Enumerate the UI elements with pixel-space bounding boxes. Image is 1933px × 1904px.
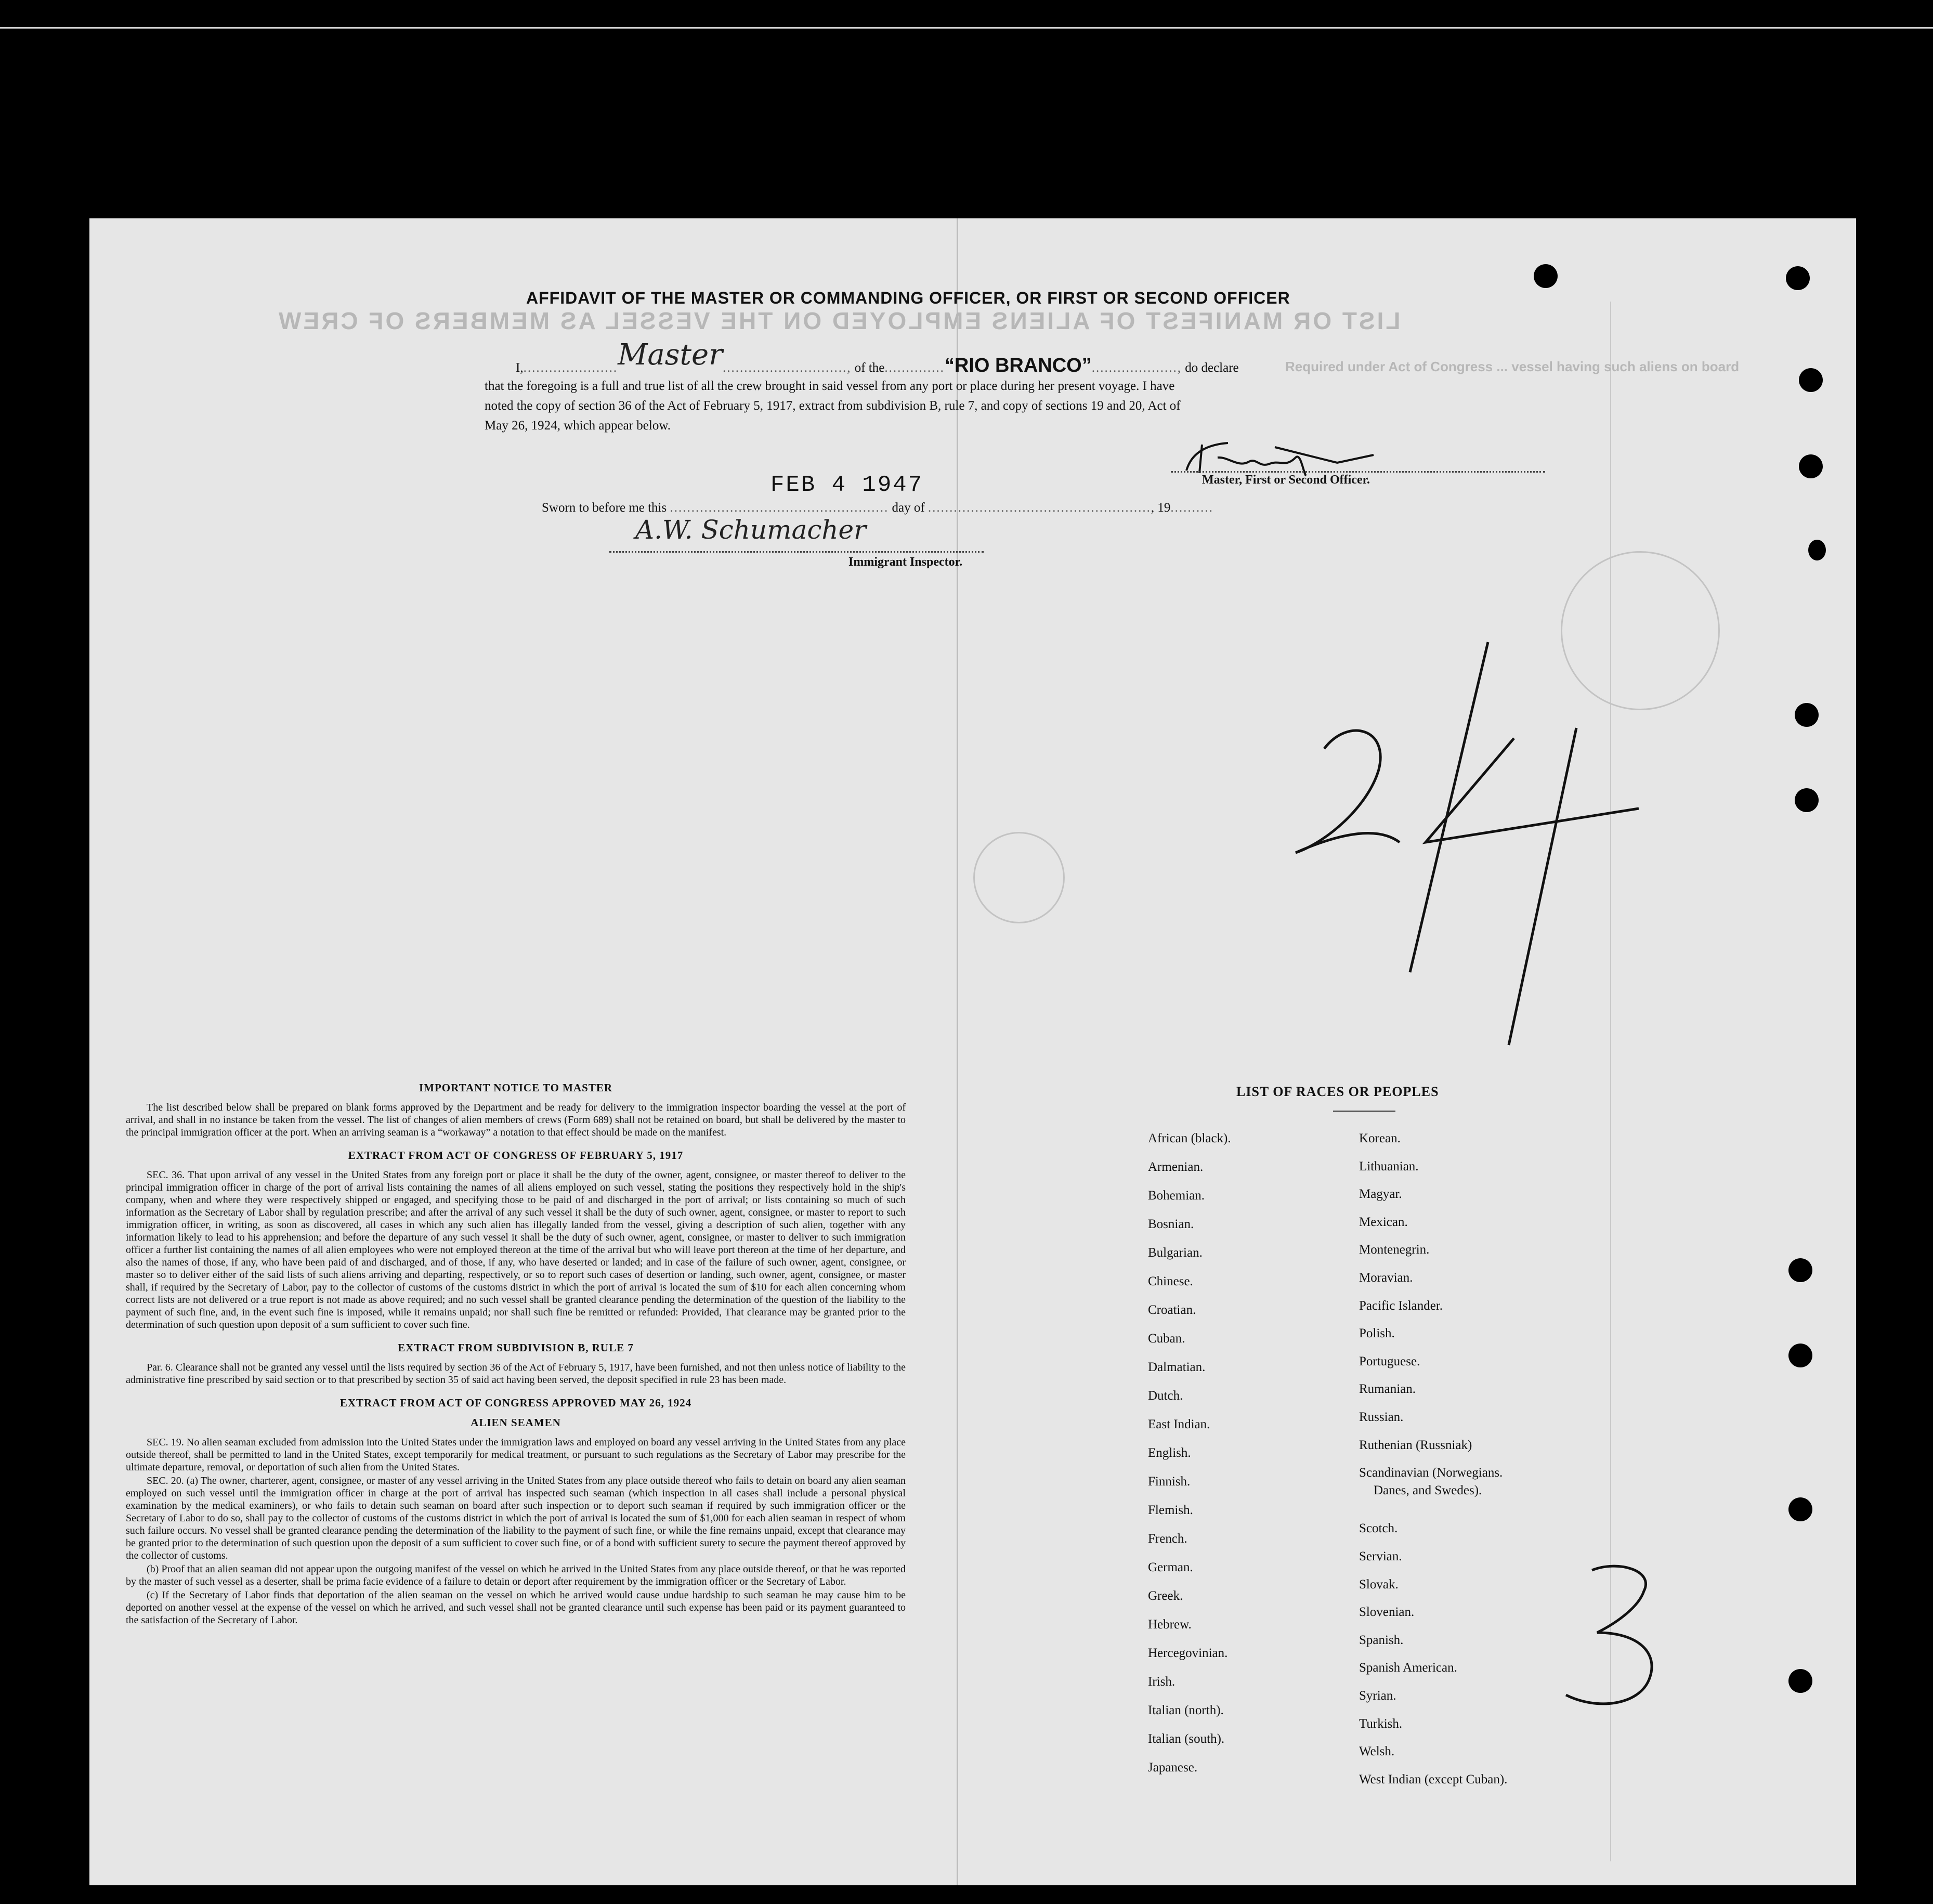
- race-item: Magyar.: [1359, 1187, 1402, 1202]
- sec-36-text: SEC. 36. That upon arrival of any vessel in the United States from any foreign port or place it shall be the duty of the owner, agent, consignee, or master thereof to deliver to the principal immigration officer in charge of the port of arrival lists containing the names of all aliens employed on such vessel, stating the positions they respectively hold in the ship's company, when and where they were respectively shipped or engaged, and specifying those to be paid of and discharged in the port of arrival; or lists containing so much of such information as the Secretary of Labor shall by regulation prescribe; and after the arrival of any such vessel it shall be the duty of such owner, agent, consignee, or master to report to such immigration officer, in writing, as soon as discovered, all cases in which any such alien has illegally landed from the vessel, giving a description of such alien, together with any information likely to lead to his apprehension; and before the departure of any such vessel it shall be the duty of such owner, agent, consignee, or master to deliver to such immigration officer a further list containing the names of all alien employees who were not employed thereon at the time of the arrival but who will leave port thereon at the time of her departure, and also the names of those, if any, who have been paid of and discharged, and of those, if any, who have deserted or landed; and in case of the failure of such owner, agent, consignee, or master so to deliver either of the said lists of such aliens arriving and departing, respectively, or so to report such cases of desertion or landing, such owner, agent, consignee, or master shall, if required by the Secretary of Labor, pay to the collector of customs of the customs district in which the port of arrival is located the sum of $10 for each alien concerning whom correct lists are not delivered or a true report is not made as above required; and no such vessel shall be granted clearance pending the determination of the question of the liability to the payment of such fine, and, in the event such fine is imposed, while it remains unpaid; nor shall such fine be remitted or refunded: Provided, That clearance may be granted prior to the determination of such question upon deposit of a sum sufficient to cover such fine.: [126, 1169, 906, 1331]
- document-sheet: [89, 218, 1856, 1885]
- punch-hole: [1808, 540, 1826, 560]
- race-item: Italian (north).: [1148, 1703, 1224, 1717]
- race-item: Moravian.: [1359, 1271, 1413, 1285]
- sworn-line: Sworn to before me this ................................................... day of ...................................................., 19..........: [542, 501, 1213, 515]
- race-item: Hercegovinian.: [1148, 1646, 1228, 1660]
- race-item: Pacific Islander.: [1359, 1298, 1443, 1313]
- bleed-through-subheader: Required under Act of Congress ... vessel having such aliens on board: [1285, 359, 1740, 374]
- race-item: Danes, and Swedes).: [1374, 1483, 1482, 1498]
- punch-hole: [1788, 1669, 1812, 1693]
- notice-section: [126, 1071, 906, 1627]
- race-item: French.: [1148, 1532, 1187, 1546]
- of-the-label: of the: [854, 361, 885, 375]
- race-item: Armenian.: [1148, 1160, 1204, 1174]
- date-stamp: FEB 4 1947: [770, 472, 924, 498]
- punch-hole: [1786, 266, 1810, 290]
- race-item: Croatian.: [1148, 1303, 1196, 1317]
- inspector-caption: Immigrant Inspector.: [848, 555, 963, 569]
- race-item: Bohemian.: [1148, 1189, 1205, 1203]
- race-item: Slovenian.: [1359, 1605, 1415, 1620]
- i-prefix: I,: [516, 361, 524, 375]
- race-item: Flemish.: [1148, 1503, 1193, 1517]
- do-declare-label: do declare: [1185, 361, 1239, 375]
- race-item: Ruthenian (Russniak): [1359, 1438, 1472, 1452]
- race-item: Cuban.: [1148, 1332, 1185, 1346]
- scanner-top-line: [0, 27, 1933, 29]
- race-item: Finnish.: [1148, 1475, 1191, 1489]
- race-item: Dalmatian.: [1148, 1360, 1206, 1374]
- race-item: West Indian (except Cuban).: [1359, 1772, 1508, 1786]
- affidavit-line-1: I,......................Master............................., of the..............“RIO BRANCO”...................., do declare: [516, 338, 1239, 376]
- sec-20a-text: SEC. 20. (a) The owner, charterer, agent, consignee, or master of any vessel arriving in the United States from any place outside thereof who fails to detain on board any alien seaman employed on such vessel until the immigration officer in charge at the port of arrival has inspected such seaman (which inspection in all cases shall include a personal physical examination by the medical examiners), or who fails to detain such seaman on board after such inspection or to deport such seaman if required by such immigration officer or the Secretary of Labor to do so, shall pay to the collector of customs of the customs district in which the port of arrival is located the sum of $1,000 for each alien seaman in respect of whom such failure occurs. No vessel shall be granted clearance pending the determination of the liability to the payment of such fine, or while the fine remains unpaid, except that clearance may be granted prior to the determination of such question upon the deposit of a sum sufficient to cover such fine, or of a bond with sufficient surety to secure the payment thereof approved by the collector of customs.: [126, 1475, 906, 1561]
- extract-1917-heading: EXTRACT FROM ACT OF CONGRESS OF FEBRUARY 5, 1917: [348, 1149, 684, 1162]
- race-item: Mexican.: [1359, 1215, 1408, 1229]
- race-item: Syrian.: [1359, 1689, 1396, 1703]
- affidavit-body-2: noted the copy of section 36 of the Act of February 5, 1917, extract from subdivision B, rule 7, and copy of sections 19 and 20, Act of: [485, 399, 1181, 413]
- race-item: Bosnian.: [1148, 1217, 1194, 1231]
- signature-caption: Master, First or Second Officer.: [1202, 473, 1370, 487]
- race-item: Greek.: [1148, 1589, 1183, 1603]
- race-item: African (black).: [1148, 1131, 1231, 1145]
- punch-hole: [1795, 703, 1819, 727]
- sec-20b-text: (b) Proof that an alien seaman did not appear upon the outgoing manifest of the vessel on which he arrived in the United States from any place outside thereof, or that he was reported by the master of such vessel as a deserter, shall be prima facie evidence of a failure to detain or deport after requirement by the immigration officer or the Secretary of Labor.: [126, 1563, 906, 1587]
- side-number-handwritten: [1566, 1566, 1652, 1704]
- handwritten-numbers: [89, 218, 1856, 1885]
- extract-rule7-heading: EXTRACT FROM SUBDIVISION B, RULE 7: [398, 1341, 634, 1354]
- race-item: Montenegrin.: [1359, 1243, 1430, 1257]
- punch-hole: [1799, 368, 1823, 392]
- race-item: Welsh.: [1359, 1744, 1395, 1759]
- affidavit-body-1: that the foregoing is a full and true list of all the crew brought in said vessel from any port or place during her present voyage. I have: [485, 379, 1175, 393]
- bleed-through-header: LIST OR MANIFEST OF ALIENS EMPLOYED ON THE VESSEL AS MEMBERS OF CREW: [277, 307, 1401, 334]
- punch-hole: [1795, 788, 1819, 812]
- race-item: Portuguese.: [1359, 1354, 1420, 1368]
- race-item: Slovak.: [1359, 1577, 1399, 1592]
- race-item: Scotch.: [1359, 1521, 1398, 1536]
- race-item: Japanese.: [1148, 1760, 1198, 1775]
- race-item: German.: [1148, 1560, 1193, 1574]
- sec-20c-text: (c) If the Secretary of Labor finds that deportation of the alien seaman on the vessel on which he arrived would cause undue hardship to such seaman he may cause him to be deported on another vessel at the expense of the vessel on which he arrived, and such vessel shall not be granted clearance until such expense has been paid or its payment guaranteed to the satisfaction of the Secretary of Labor.: [126, 1589, 906, 1626]
- race-item: East Indian.: [1148, 1417, 1210, 1431]
- race-item: Scandinavian (Norwegians.: [1359, 1466, 1503, 1480]
- year-prefix: , 19: [1151, 501, 1171, 515]
- race-item: Rumanian.: [1359, 1382, 1416, 1397]
- race-item: Italian (south).: [1148, 1732, 1225, 1746]
- day-of-label: day of: [892, 501, 925, 515]
- master-name-field: Master: [618, 338, 723, 372]
- races-title-rule: [1333, 1111, 1395, 1112]
- race-item: Chinese.: [1148, 1274, 1193, 1288]
- race-item: Lithuanian.: [1359, 1159, 1419, 1173]
- par-6-text: Par. 6. Clearance shall not be granted any vessel until the lists required by section 36 of the Act of February 5, 1917, have been furnished, and not then unless notice of liability to the administrative fine prescribed by said section or to that prescribed by section 35 of said act having been served, the deposit specified in rule 23 has been made.: [126, 1362, 906, 1386]
- race-item: Russian.: [1359, 1410, 1404, 1424]
- sec-19-text: SEC. 19. No alien seaman excluded from admission into the United States under the immigration laws and employed on board any vessel arriving in the United States from any place outside thereof, shall be permitted to land in the United States, except temporarily for medical treatment, or pursuant to such regulations as the Secretary of Labor may prescribe for the ultimate departure, removal, or deportation of such alien from the United States.: [126, 1437, 906, 1473]
- notice-heading: IMPORTANT NOTICE TO MASTER: [419, 1081, 613, 1094]
- punch-hole: [1788, 1497, 1812, 1521]
- race-item: Korean.: [1359, 1131, 1401, 1145]
- notice-text: The list described below shall be prepared on blank forms approved by the Department and be ready for delivery to the immigration inspector boarding the vessel at the port of arrival, and shall in no instance be taken from the vessel. The list of changes of alien members of crews (Form 689) shall not be retained on board, but shall be delivered by the master to the principal immigration officer at the port. When an arriving seaman is a “workaway” a notation to that effect should be made on the manifest.: [126, 1102, 906, 1138]
- vessel-name: “RIO BRANCO”: [944, 355, 1092, 376]
- race-item: Dutch.: [1148, 1389, 1183, 1403]
- punch-hole: [1788, 1258, 1812, 1282]
- race-item: Servian.: [1359, 1549, 1402, 1563]
- race-item: Bulgarian.: [1148, 1246, 1203, 1260]
- punch-hole: [1799, 454, 1823, 478]
- punch-hole: [1788, 1344, 1812, 1367]
- race-item: Irish.: [1148, 1675, 1176, 1689]
- races-title: LIST OF RACES OR PEOPLES: [1236, 1084, 1439, 1099]
- race-item: Hebrew.: [1148, 1618, 1192, 1632]
- race-item: Polish.: [1359, 1326, 1395, 1341]
- extract-1924-heading: EXTRACT FROM ACT OF CONGRESS APPROVED MAY 26, 1924: [339, 1397, 692, 1409]
- affidavit-title: AFFIDAVIT OF THE MASTER OR COMMANDING OFFICER, OR FIRST OR SECOND OFFICER: [526, 289, 1290, 307]
- inspector-signature: A.W. Schumacher: [635, 515, 867, 545]
- punch-hole: [1534, 264, 1558, 288]
- race-item: English.: [1148, 1446, 1191, 1460]
- race-item: Spanish American.: [1359, 1661, 1457, 1675]
- alien-seamen-heading: ALIEN SEAMEN: [471, 1416, 561, 1429]
- race-item: Spanish.: [1359, 1633, 1404, 1647]
- race-item: Turkish.: [1359, 1716, 1403, 1731]
- page-number-handwritten: [1296, 642, 1639, 1045]
- sworn-label: Sworn to before me this: [542, 501, 667, 515]
- affidavit-body-3: May 26, 1924, which appear below.: [485, 419, 671, 433]
